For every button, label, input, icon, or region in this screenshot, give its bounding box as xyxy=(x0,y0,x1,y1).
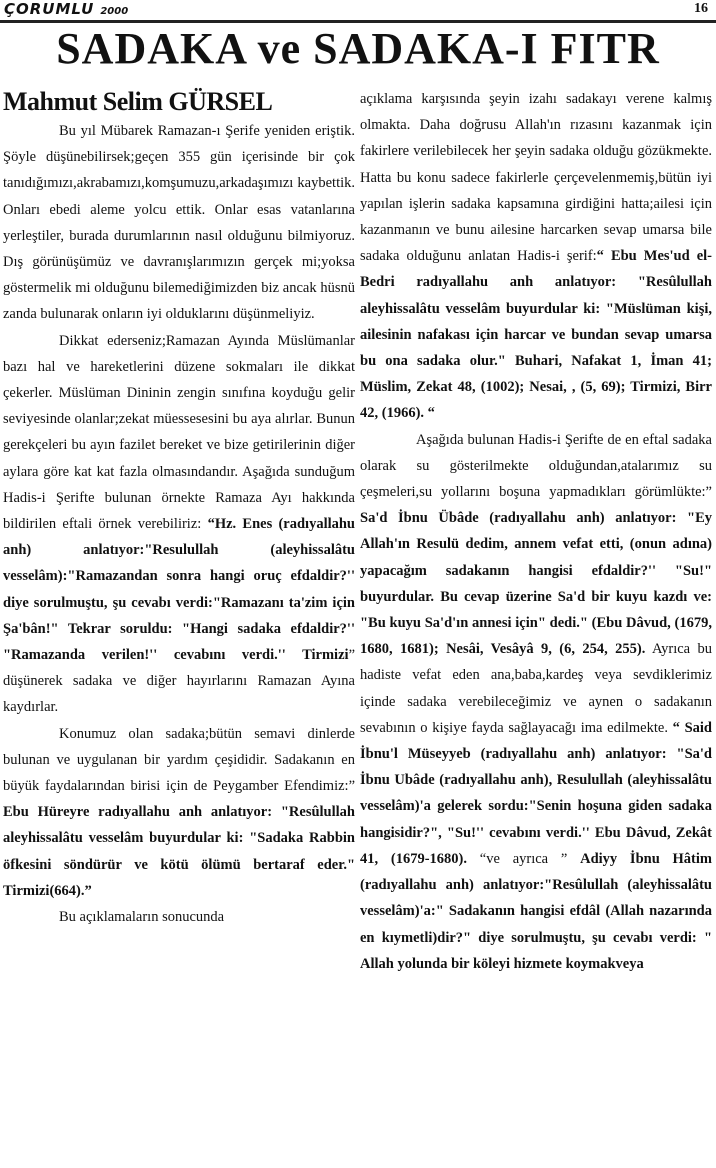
paragraph-2 xyxy=(3,328,355,721)
paragraph-6-mid2: “ve ayrıca ” xyxy=(479,850,568,867)
paragraph-4: Bu açıklamaların sonucunda xyxy=(59,909,225,926)
right-column xyxy=(360,86,712,977)
paragraph-5 xyxy=(360,86,712,427)
paragraph-1: Bu yıl Mübarek Ramazan-ı Şerife yeniden eriştik. Şöyle düşünebilirsek;geçen 355 gün içerisinde bir çok tanıdığımızı,akrabamızı,komşumuzu,arkadaşımızı kaybettik. Onları ebedi aleme yolcu ettik. Onlar esas vatanlarına yerleştiler, burada durumlarının nasıl olduğunu bilmiyoruz. Dış görünüşümüz ve davranışlarımızın gerçek mi;yoksa göstermelik mi olduğunu bilemediğimizden biz ancak hüsnü zanda bulunarak onların iyi olduklarını düşünmeliyiz. xyxy=(3,123,355,323)
hadith-quote-ebu-hureyre: Ebu Hüreyre radıyallahu anh anlatıyor: "Resûlullah aleyhissalâtu vesselâm buyurdular ki: "Sadaka Rabbin öfkesini söndürür ve kötü ölümü bertaraf eder." Tirmizi(664).” xyxy=(3,804,355,899)
masthead-title: ÇORUMLU xyxy=(4,0,95,18)
paragraph-3 xyxy=(3,721,355,904)
paragraph-2-intro: Dikkat ederseniz;Ramazan Ayında Müslümanlar bazı hal ve hareketlerini düzene sokmaları ile dikkat çekerler. Müslüman Dininin zengin sınıfına koyduğu gelir seviyesinde olanlar;zekat müessesesini bu aya alırlar. Bunun gerekçeleri bu ayın fazilet bereket ve bize getirilerinin diğer aylara göre kat kat fazla olmasındandır. Aşağıda sunduğum Hadis-i Şerifte bulunan örnekte Ramaza Ayı hakkında bildirilen eftali örnek verebiliriz: xyxy=(3,332,355,533)
page-number: 16 xyxy=(694,1,708,16)
paragraph-6-intro: Aşağıda bulunan Hadis-i Şerifte de en eftal sadaka olarak su gösterilmekte olduğundan,atalarımız su çeşmeleri,su yollarını boşuna yapmadıkları görümlükte:” xyxy=(360,431,712,501)
paragraph-2-end: ” düşünerek sadaka ve diğer hayırlarını Ramazan Ayına kaydırlar. xyxy=(3,647,355,716)
paragraph-3-intro: Konumuz olan sadaka;bütün semavi dinlerde bulunan ve uygulanan bir yardım çeşididir. Sadakanın en büyük faydalarından birisi için de Peygamber Efendimiz:” xyxy=(3,725,355,795)
paragraph-5-intro: açıklama karşısında şeyin izahı sadakayı verene kalmış olmakta. Daha doğrusu Allah'ın rızasını kazanmak için fakirlere verilebilecek her şeyin sadaka olduğu gözükmekte. Hatta bu konu sadece fakirlerle çerçevelenmemiş,bütün iyi yapılan işlerin sadaka kapsamına girdiğini hatta;ailesi için kazanmanın ve bunu ailesine harcarken sevap umarsa bile sadaka olduğunu anlatan Hadis-i şerif: xyxy=(360,91,712,265)
paragraph-6-mid: Ayrıca bu hadiste vefat eden ana,baba,kardeş veya sevdiklerimiz içinde sadaka verebileceğimiz ve aynen o sadakanın sevabının o kişiye fayda sağlayacağı ima edilmekte. xyxy=(360,641,712,736)
left-column xyxy=(3,86,355,930)
paragraph-6 xyxy=(360,427,712,977)
hadith-quote-sad-ibnu-ubade: Sa'd İbnu Übâde (radıyallahu anh) anlatıyor: "Ey Allah'ın Resulü dedim, annem vefat etti, (onun adına) yapacağım sadakanın hangisi efdaldir?'' "Su!" buyurdular. Bu cevap üzerine Sa'd bir kuyu kazdı ve: "Bu kuyu Sa'd'ın annesi için" dedi." (Ebu Dâvud, (1679, 1680, 1681); Nesâi, Vesâyâ 9, (6, 254, 255). xyxy=(360,510,712,658)
page-header xyxy=(0,0,716,24)
masthead xyxy=(4,0,128,18)
article-title: SADAKA ve SADAKA-I FITR xyxy=(56,24,660,73)
author-name: Mahmut Selim GÜRSEL xyxy=(3,87,273,116)
hadith-quote-said-ibnul-museyyeb: “ Said İbnu'l Müseyyeb (radıyallahu anh) anlatıyor: "Sa'd İbnu Ubâde (radıyallahu anh), Resulullah (aleyhissalâtu vesselâm)'a gelerek sordu:"Senin hoşuna giden sadaka hangisidir?", "Su!'' cevabını verdi.'' Ebu Dâvud, Zekât 41, (1679-1680). xyxy=(360,719,712,867)
hadith-quote-enes: “Hz. Enes (radıyallahu anh) anlatıyor:"Resulullah (aleyhissalâtu vesselâm):"Ramazandan sonra hangi oruç efdaldir?'' diye sorulmuştu, şu cevabı verdi:"Ramazanı ta'zim için Şa'bân!" Tekrar soruldu: "Hangi sadaka efdaldir?'' "Ramazanda verilen!'' cevabını verdi.'' Tirmizi xyxy=(3,516,355,664)
hadith-quote-ebu-mesud: “ Ebu Mes'ud el-Bedri radıyallahu anh anlatıyor: "Resûlullah aleyhissalâtu vesselâm buyurdular ki: "Müslüman kişi, ailesinin nafakası için harcar ve bundan sevap umarsa bu ona sadaka olur." Buhari, Nafakat 1, İman 41; Müslim, Zekat 48, (1002); Nesai, , (5, 69); Tirmizi, Birr 42, (1966). “ xyxy=(360,248,713,422)
header-rule xyxy=(0,20,716,23)
hadith-quote-adiyy-ibnu-hatim: Adiyy İbnu Hâtim (radıyallahu anh) anlatıyor:"Resûlullah (aleyhissalâtu vesselâm)'a:" Sadakanın hangisi efdâl (Allah nazarında en kıymetli)dir?" diye sorulmuştu, şu cevabı verdi: " Allah yolunda bir köleyi hizmete koymakveya xyxy=(360,850,712,972)
masthead-year: 2000 xyxy=(100,6,129,17)
